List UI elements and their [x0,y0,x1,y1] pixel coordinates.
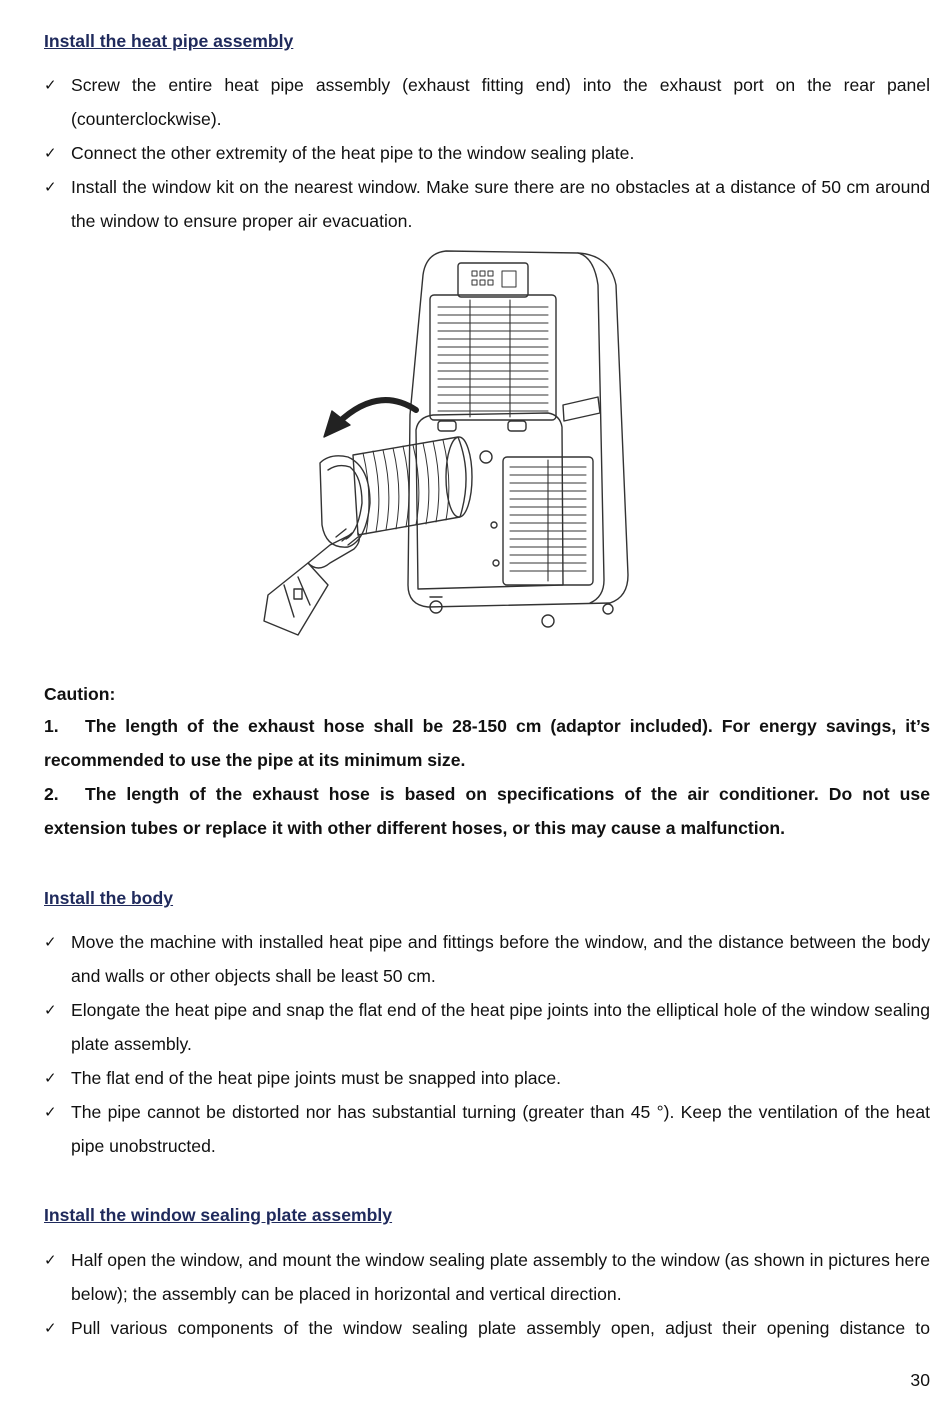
checkmark-icon: ✓ [44,178,57,196]
list-item [44,136,930,170]
checkmark-icon: ✓ [44,144,57,162]
page-number: 30 [910,1370,930,1390]
upper-grille [430,295,556,420]
list-item-text: Pull various components of the window sealing plate assembly open, adjust their opening distance to [71,1318,930,1338]
list-item-text: Half open the window, and mount the window sealing plate assembly to the window (as shown in pictures here below); the assembly can be placed in horizontal and vertical direction. [71,1250,930,1304]
checkmark-icon: ✓ [44,1319,57,1337]
list-item [44,1061,930,1095]
list-item [44,1311,930,1345]
list-item-text: The pipe cannot be distorted nor has substantial turning (greater than 45 °). Keep the ventilation of the heat pipe unobstructed. [71,1102,930,1156]
rotation-arrow [338,400,416,423]
list-item [44,993,930,1061]
list-item-text: The flat end of the heat pipe joints must be snapped into place. [71,1068,562,1088]
section-heading-heat-pipe: Install the heat pipe assembly [44,31,294,51]
checkmark-icon: ✓ [44,933,57,951]
list-item-text: Connect the other extremity of the heat pipe to the window sealing plate. [71,143,635,163]
checkmark-icon: ✓ [44,76,57,94]
caution-text: The length of the exhaust hose is based on specifications of the air conditioner. Do not use extension tubes or replace it with other different hoses, or this may cause a malfunction. [44,784,930,838]
air-conditioner-illustration [258,245,638,650]
section-heading-window-plate: Install the window sealing plate assembly [44,1205,393,1225]
exhaust-hose [353,437,472,535]
list-item [44,170,930,238]
list-item [44,925,930,993]
caution-heading: Caution: [44,684,116,704]
wheels [430,597,613,627]
checkmark-icon: ✓ [44,1103,57,1121]
caution-number: 2. [44,784,59,804]
list-item-text: Install the window kit on the nearest window. Make sure there are no obstacles at a distance of 50 cm around the window to ensure proper air evacuation. [71,177,930,231]
list-item-text: Move the machine with installed heat pipe and fittings before the window, and the distance between the body and walls or other objects shall be least 50 cm. [71,932,930,986]
list-item-text: Elongate the heat pipe and snap the flat end of the heat pipe joints into the elliptical hole of the window sealing plate assembly. [71,1000,930,1054]
caution-number: 1. [44,716,59,736]
unit-body [408,251,628,607]
caution-text: The length of the exhaust hose shall be 28-150 cm (adaptor included). For energy savings, it’s recommended to use the pipe at its minimum size. [44,716,930,770]
caution-item [44,709,930,777]
checkmark-icon: ✓ [44,1001,57,1019]
section-heading-body: Install the body [44,888,174,908]
caution-item [44,777,930,845]
checkmark-icon: ✓ [44,1069,57,1087]
hand [264,529,359,635]
list-item [44,68,930,136]
list-item [44,1243,930,1311]
list-item [44,1095,930,1163]
list-item-text: Screw the entire heat pipe assembly (exhaust fitting end) into the exhaust port on the rear panel (counterclockwise). [71,75,930,129]
checkmark-icon: ✓ [44,1251,57,1269]
